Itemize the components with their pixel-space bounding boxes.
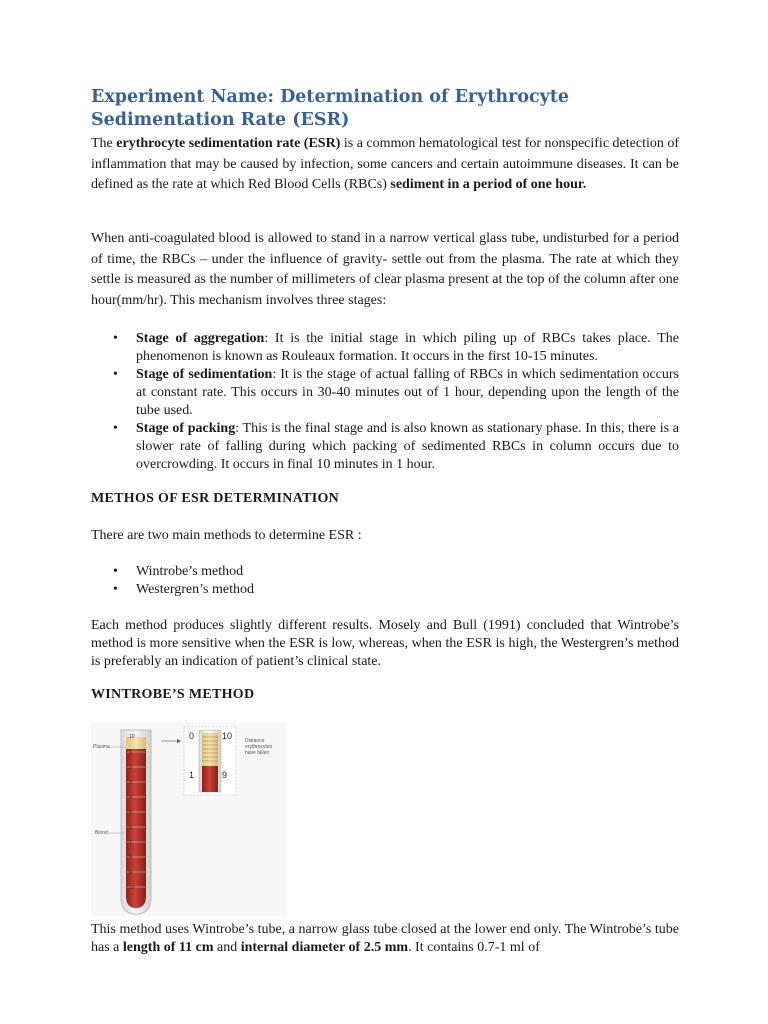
distance-label-line-2: erythrocytes	[245, 744, 273, 750]
wintrobe-text-1: This method uses Wintrobe’s tube, a narrow glass tube closed at the lower end only. The Wintrobe’s tube has a	[91, 922, 679, 955]
methods-list	[91, 563, 679, 599]
intro-bold-esr: erythrocyte sedimentation rate (ESR)	[116, 136, 341, 151]
distance-label-line-1: Distance	[245, 738, 265, 744]
methods-heading: METHOS OF ESR DETERMINATION	[91, 491, 340, 506]
list-item	[91, 366, 679, 420]
tube-scale-label: 7	[129, 840, 132, 846]
wintrobe-tube-figure	[91, 722, 287, 916]
inset-label-top-right: 10	[222, 731, 233, 741]
plasma-label: Plasma	[93, 744, 110, 750]
wintrobe-tube-illustration	[91, 722, 287, 916]
wintrobe-text-2: and	[213, 940, 241, 955]
intro-bold-sediment: sediment in a period of one hour.	[390, 177, 587, 192]
intro-text-2: is a common hematological test for nonspecific detection of inflammation that may be caused by infection, some cancers and certain autoimmune diseases. It can be defined as the rate at which Red Blood Cells (RBCs)	[91, 136, 680, 192]
wintrobe-bold-diameter: internal diameter of 2.5 mm	[240, 940, 409, 955]
tube-scale-label: 5	[129, 810, 132, 816]
tube-scale-label: 2	[129, 765, 132, 771]
tube-scale-label: 6	[129, 825, 132, 831]
experiment-title: Experiment Name: Determination of Erythrocyte Sedimentation Rate (ESR)	[91, 87, 570, 130]
stage-name: Stage of packing	[136, 421, 236, 436]
tube-scale-label: 4	[129, 795, 132, 801]
wintrobe-heading: WINTROBE’S METHOD	[91, 687, 255, 702]
distance-label-line-3: have fallen	[245, 750, 270, 756]
wintrobe-paragraph	[91, 921, 679, 957]
methods-intro: There are two main methods to determine ESR :	[91, 528, 362, 543]
tube-scale-label: 10	[129, 885, 135, 891]
stage-text: : This is the final stage and is also known as stationary phase. In this, there is a slower rate of falling during which packing of sedimented RBCs in column occurs due to overcrowding. It occurs in final 10 minutes in 1 hour.	[136, 421, 679, 472]
inset-label-bottom-right: 9	[222, 770, 228, 780]
tube-scale-label: 10	[129, 734, 135, 740]
stage-text: : It is the initial stage in which piling up of RBCs takes place. The phenomenon is known as Rouleaux formation. It occurs in the first 10-15 minutes.	[136, 331, 679, 364]
inset-label-bottom-left: 1	[189, 770, 195, 780]
stages-list	[91, 330, 679, 474]
blood-label: Blood	[95, 830, 108, 836]
wintrobe-text-3: . It contains 0.7-1 ml of	[408, 940, 540, 955]
stage-name: Stage of sedimentation	[136, 367, 273, 382]
list-item	[91, 420, 679, 474]
tube-scale-label: 1	[129, 750, 132, 756]
tube-scale-label: 9	[129, 870, 132, 876]
mechanism-paragraph: When anti-coagulated blood is allowed to stand in a narrow vertical glass tube, undisturbed for a period of time, the RBCs – under the influence of gravity- settle out from the plasma. The rate at which they settle is measured as the number of millimeters of clear plasma present at the top of the column after one hour(mm/hr). This mechanism involves three stages:	[91, 231, 679, 308]
inset-label-top-left: 0	[189, 731, 195, 741]
tube-scale-label: 8	[129, 855, 132, 861]
stage-name: Stage of aggregation	[136, 331, 265, 346]
intro-text-1: The	[91, 136, 117, 151]
wintrobe-bold-length: length of 11 cm	[122, 940, 214, 955]
tube-scale-label: 3	[129, 780, 132, 786]
list-item	[91, 330, 679, 366]
list-item: • Wintrobe’s method	[91, 563, 679, 581]
list-item: • Westergren’s method	[91, 581, 679, 599]
intro-paragraph	[91, 134, 679, 196]
stage-text: : It is the stage of actual falling of RBCs in which sedimentation occurs at constant rate. This occurs in 30-40 minutes out of 1 hour, depending upon the length of the tube used.	[136, 367, 679, 418]
comparison-paragraph: Each method produces slightly different results. Mosely and Bull (1991) concluded that Wintrobe’s method is more sensitive when the ESR is low, whereas, when the ESR is high, the Westergren’s method is preferably an indication of patient’s clinical state.	[91, 618, 679, 669]
